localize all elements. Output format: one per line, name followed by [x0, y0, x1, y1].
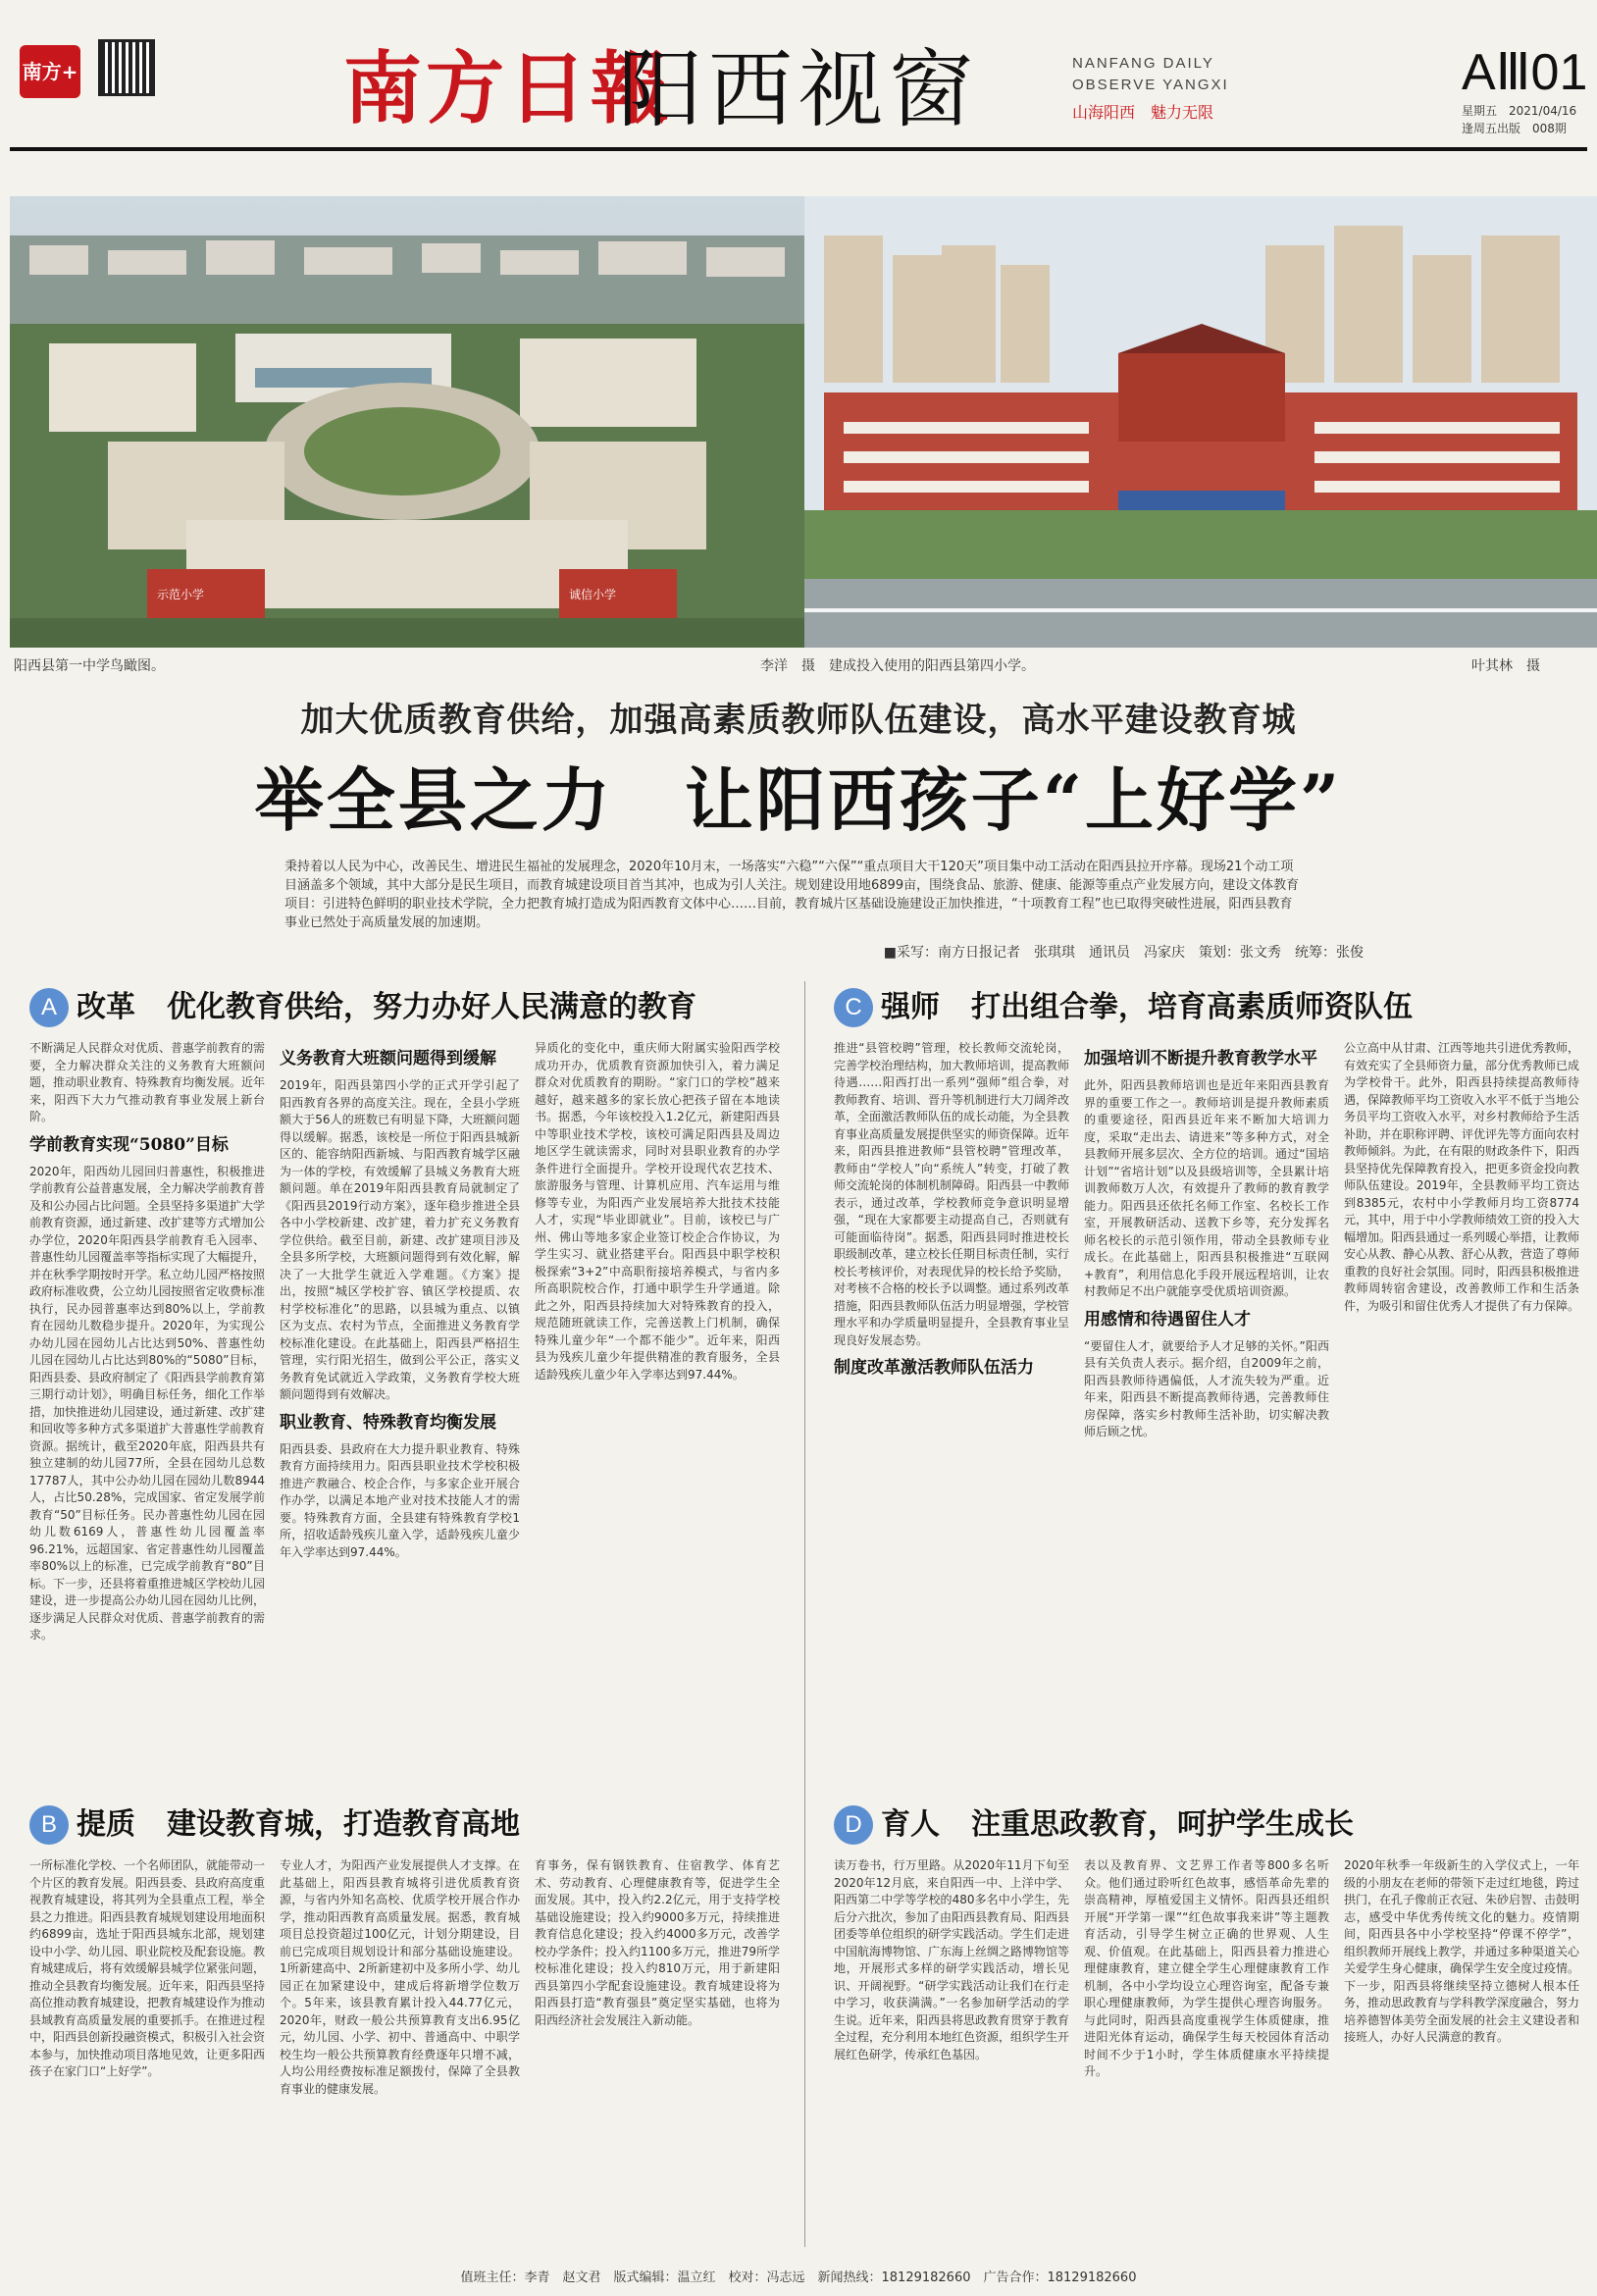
section-b-column-2 [280, 1857, 520, 2250]
section-a-column-1 [29, 1040, 265, 1786]
page-info [1462, 102, 1576, 137]
nanfang-plus-logo: 南方+ [20, 45, 80, 98]
paragraph: 推进“县管校聘”管理，校长教师交流轮岗，完善学校治理结构，加大教师培训，提高教师待遇……阳西打出一系列“强师”组合拳，对教师教育、培训、晋升等机制进行大刀阔斧改革，全面激活教师队伍的成长动能，为全县教育事业高质量发展提供坚实的师资保障。近年来，阳西县推进教师“县管校聘”管理改革，教师由“学校人”向“系统人”转变，打破了教师交流轮岗的体制机制障碍。阳西县一中教师表示，通过改革，学校教师竞争意识明显增强，“现在大家都要主动提高自己，否则就有可能面临待岗”。据悉，阳西县同时推进校长职级制改革，建立校长任期目标责任制，实行校长考核评价，对表现优异的校长给予奖励，对考核不合格的校长予以调整。通过系列改革措施，阳西县教师队伍活力明显增强，学校管理水平和办学质量明显提升，全县教育事业呈现良好发展态势。 [834, 1041, 1069, 1347]
section-d-header [834, 1801, 1579, 1852]
masthead-rule [10, 147, 1587, 151]
page-footer: 值班主任：李青 赵文君 版式编辑：温立红 校对：冯志远 新闻热线：18129182660 广告合作：18129182660 [460, 2270, 1137, 2285]
paragraph: 育事务，保有钢铁教育、住宿教学、体育艺术、劳动教育、心理健康教育等，促进学生全面发展。其中，投入约2.2亿元，用于支持学校基础设施建设；投入约9000多万元，持续推进教育信息化建设；投入约4000多万元，改善学校办学条件；投入约1100多万元，推进79所学校标准化建设；投入约810万元，用于新建阳西县第四小学配套设施建设。教育城建设将为阳西县打造“教育强县”奠定坚实基础，也将为阳西经济社会发展注入新动能。 [535, 1858, 780, 2027]
section-b-column-1 [29, 1857, 265, 2250]
section-b-tag: 提质 [77, 1807, 135, 1842]
section-d-tag: 育人 [881, 1807, 940, 1842]
paragraph: 2020年，阳西幼儿园回归普惠性，积极推进学前教育公益普惠发展，全力解决学前教育普及和公办园占比问题。全县坚持多渠道扩大学前教育资源，通过新建、改扩建等方式增加公办学位，2020年阳西县学前教育毛入园率、普惠性幼儿园覆盖率等指标实现了大幅提升，并在秋季学期按时开学。私立幼儿园严格按照政府标准收费，公立幼儿园按照省定收费标准执行，民办园普惠率达到80%以上，学前教育在园幼儿数稳步提升。2020年，为实现公办幼儿园在园幼儿占比达到50%、普惠性幼儿园在园幼儿占比达到80%的“5080”目标，阳西县委、县政府制定了《阳西县学前教育第三期行动计划》，明确目标任务，细化工作举措，加快推进幼儿园建设，通过新建、改扩建和回收等多种方式多渠道扩大普惠性学前教育资源。据统计，截至2020年底，阳西县共有独立建制的幼儿园77所，全县在园幼儿总数17787人，其中公办幼儿园在园幼儿数8944人，占比50.28%，完成国家、省定发展学前教育“50”目标任务。民办普惠性幼儿园在园幼儿数6169人，普惠性幼儿园覆盖率96.21%，远超国家、省定普惠性幼儿园覆盖率80%以上的标准，已完成学前教育“80”目标。下一步，还县将着重推进城区学校幼儿园建设，进一步提高公办幼儿园在园幼儿比例，逐步满足人民群众对优质、普惠学前教育的需求。 [29, 1164, 265, 1642]
lead-paragraph: 秉持着以人民为中心，改善民生、增进民生福祉的发展理念，2020年10月末，一场落实“六稳”“六保”“重点项目大干120天”项目集中动工活动在阳西县拉开序幕。现场21个动工项目涵盖多个领域，其中大部分是民生项目，而教育城建设项目首当其冲，也成为引人关注。规划建设用地6899亩，围绕食品、旅游、健康、能源等重点产业发展方向，建设文体教育项目：引进特色鲜明的职业技术学院，全力把教育城打造成为阳西教育文体中心……目前，教育城片区基础设施建设正加快推进，“十项教育工程”也已取得突破性进展，阳西县教育事业已然处于高质量发展的加速期。 [284, 860, 1300, 930]
paragraph: 表以及教育界、文艺界工作者等800多名听众。他们通过聆听红色故事，感悟革命先辈的崇高精神，厚植爱国主义情怀。阳西县还组织开展“开学第一课”“红色故事我来讲”等主题教育活动，引导学生树立正确的世界观、人生观、价值观。在此基础上，阳西县着力推进心理健康教育，建立健全学生心理健康教育工作机制，各中小学均设立心理咨询室，配备专兼职心理健康教师，为学生提供心理咨询服务。与此同时，阳西县高度重视学生体质健康，推进阳光体育运动，确保学生每天校园体育活动时间不少于1小时，学生体质健康水平持续提升。 [1084, 1858, 1329, 2078]
section-a-column-3 [535, 1040, 780, 1786]
section-d-column-2 [1084, 1857, 1329, 2250]
edition: 逢周五出版 008期 [1462, 122, 1567, 135]
paragraph: 阳西县委、县政府在大力提升职业教育、特殊教育方面持续用力。阳西县职业技术学校积极推进产教融合、校企合作，与多家企业开展合作办学，以满足本地产业对技术技能人才的需要。特殊教育方面，全县建有特殊教育学校1所，招收适龄残疾儿童入学，适龄残疾儿童少年入学率达到97.44%。 [280, 1441, 520, 1559]
section-c-title: 打出组合拳，培育高素质师资队伍 [971, 990, 1413, 1024]
section-c-badge: C [834, 988, 873, 1027]
section-c-column-2 [1084, 1040, 1329, 1786]
subhead-a2: 义务教育大班额问题得到缓解 [280, 1049, 496, 1069]
english-name-1: NANFANG DAILY [1072, 55, 1214, 72]
subhead-a3: 职业教育、特殊教育均衡发展 [280, 1412, 496, 1433]
paragraph: 此外，阳西县教师培训也是近年来阳西县教育界的重要工作之一。教师培训是提升教师素质的重要途径，阳西县近年来不断加大培训力度，采取“走出去、请进来”等多种方式，对全县教师开展多层次、全方位的培训。通过“国培计划”“省培计划”以及县级培训等，全县累计培训教师数万人次，有效提升了教师的教育教学能力。阳西县还依托名师工作室、名校长工作室，开展教研活动、送教下乡等，充分发挥名师名校长的示范引领作用，带动全县教师专业成长。在此基础上，阳西县积极推进“互联网+教育”，利用信息化手段开展远程培训，让农村教师足不出户就能享受优质培训资源。 [1084, 1078, 1329, 1298]
subhead-a1: 学前教育实现“5080”目标 [29, 1134, 229, 1155]
paragraph: “要留住人才，就要给予人才足够的关怀。”阳西县有关负责人表示。据介绍，自2009年之前，阳西县教师待遇偏低，人才流失较为严重。近年来，阳西县不断提高教师待遇，完善教师住房保障，落实乡村教师生活补助，切实解决教师后顾之忧。 [1084, 1338, 1329, 1438]
english-name-2: OBSERVE YANGXI [1072, 77, 1229, 93]
mid-photo-caption: 李洋 摄 建成投入使用的阳西县第四小学。 [760, 658, 1035, 674]
section-b-column-3 [535, 1857, 780, 2250]
section-c-column-3 [1344, 1040, 1579, 1786]
section-d-badge: D [834, 1805, 873, 1845]
weekday-date: 星期五 2021/04/16 [1462, 104, 1577, 118]
sub-headline: 加大优质教育供给，加强高素质教师队伍建设，高水平建设教育城 [300, 701, 1297, 740]
paragraph: 2020年秋季一年级新生的入学仪式上，一年级的小朋友在老师的带领下走过红地毯，跨过拱门，在孔子像前正衣冠、朱砂启智、击鼓明志，感受中华优秀传统文化的魅力。疫情期间，阳西县各中小学校坚持“停课不停学”，组织教师开展线上教学，并通过多种渠道关心关爱学生身心健康，确保学生安全度过疫情。下一步，阳西县将继续坚持立德树人根本任务，推动思政教育与学科教学深度融合，努力培养德智体美劳全面发展的社会主义建设者和接班人，办好人民满意的教育。 [1344, 1858, 1579, 2044]
paragraph: 异质化的变化中，重庆师大附属实验阳西学校成功开办，优质教育资源加快引入，着力满足群众对优质教育的期盼。“家门口的学校”越来越好，越来越多的家长放心把孩子留在本地读书。据悉，今年该校投入1.2亿元，新建阳西县中等职业技术学校，该校可满足阳西县及周边地区学生就读需求，同时对县职业教育的办学条件进行全面提升。学校开设现代农艺技术、旅游服务与管理、计算机应用、汽车运用与维修等专业，为阳西产业发展培养大批技术技能人才，实现“毕业即就业”。目前，该校已与广州、佛山等地多家企业签订校企合作协议，为学生实习、就业搭建平台。阳西县中职学校积极探索“3+2”中高职衔接培养模式，与省内多所高职院校合作，打通中职学生升学通道。除此之外，阳西县持续加大对特殊教育的投入，规范随班就读工作，完善送教上门机制，确保特殊儿童少年“一个都不能少”。近年来，阳西县为残疾儿童少年提供精准的教育服务，全县适龄残疾儿童少年入学率达到97.44%。 [535, 1041, 780, 1382]
section-name: 阳西视窗 [618, 41, 979, 139]
section-d-column-1 [834, 1857, 1069, 2250]
paragraph: 一所标准化学校、一个名师团队，就能带动一个片区的教育发展。阳西县委、县政府高度重视教育城建设，将其列为全县重点工程，举全县之力推进。阳西县教育城规划建设用地面积约6899亩，选址于阳西县城东北部，规划建设中小学、幼儿园、职业院校及配套设施。教育城建成后，将有效缓解县城学位紧张问题，推动全县教育均衡发展。近年来，阳西县坚持高位推动教育城建设，把教育城建设作为推动县域教育高质量发展的重要抓手。在推进过程中，阳西县创新投融资模式，积极引入社会资本参与，加快推动项目落地见效，让更多阳西孩子在家门口“上好学”。 [29, 1858, 265, 2078]
paragraph: 2019年，阳西县第四小学的正式开学引起了阳西教育各界的高度关注。现在，全县小学班额大于56人的班数已有明显下降，大班额问题得以缓解。据悉，该校是一所位于阳西县城新区的、能容纳阳西新城、与阳西教育城学区融为一体的学校，有效缓解了县城义务教育大班额问题。单在2019年阳西县教育局就制定了《阳西县2019行动方案》，逐年稳步推进全县各中小学校新建、改扩建，着力扩充义务教育学位供给。截至目前，新建、改扩建项目涉及全县多所学校，大班额问题得到有效化解，解决了一大批学生就近入学难题。《方案》提出，按照“城区学校扩容、镇区学校提质、农村学校标准化”的思路，以县城为重点、以镇区为支点、农村为节点，全面推进义务教育学校标准化建设。在此基础上，阳西县严格招生管理，实行阳光招生，做到公平公正，落实义务教育免试就近入学政策，义务教育学校大班额问题得到有效解决。 [280, 1078, 520, 1401]
page-number: AⅢ01 [1462, 44, 1588, 101]
right-photo-credit: 叶其林 摄 [1471, 658, 1540, 674]
section-d-column-3 [1344, 1857, 1579, 2250]
section-d-title: 注重思政教育，呵护学生成长 [971, 1807, 1354, 1842]
paragraph: 公立高中从甘肃、江西等地共引进优秀教师，有效充实了全县师资力量，部分优秀教师已成为学校骨干。此外，阳西县持续提高教师待遇，保障教师平均工资收入水平不低于当地公务员平均工资收入水平，对乡村教师给予生活补助，并在职称评聘、评优评先等方面向农村教师倾斜。为此，在有限的财政条件下，阳西县坚持优先保障教育投入，把更多资金投向教师队伍建设。2019年，全县教师平均工资达到8385元，农村中小学教师月均工资8774元，其中，用于中小学教师绩效工资的投入大幅增加。阳西县通过一系列暖心举措，让教师安心从教、静心从教、舒心从教，营造了尊师重教的良好社会氛围。同时，阳西县积极推进教师周转宿舍建设，改善教师工作和生活条件，为吸引和留住优秀人才提供了有力保障。 [1344, 1041, 1579, 1313]
section-a-title: 优化教育供给，努力办好人民满意的教育 [167, 990, 696, 1024]
sign-right: 诚信小学 [569, 588, 617, 601]
slogan: 山海阳西 魅力无限 [1072, 103, 1214, 122]
section-a-tag: 改革 [77, 990, 135, 1024]
section-c-tag: 强师 [881, 990, 940, 1024]
main-headline: 举全县之力 让阳西孩子“上好学” [254, 759, 1343, 841]
section-a-header [29, 984, 814, 1035]
qr-code-icon [98, 39, 155, 96]
section-b-badge: B [29, 1805, 69, 1845]
subhead-c2: 加强培训不断提升教育教学水平 [1084, 1049, 1317, 1069]
section-c-column-1 [834, 1040, 1069, 1786]
paragraph: 专业人才，为阳西产业发展提供人才支撑。在此基础上，阳西县教育城将引进优质教育资源，与省内外知名高校、优质学校开展合作办学，推动阳西教育高质量发展。据悉，教育城项目总投资超过100亿元，计划分期建设，目前已完成项目规划设计和部分基础设施建设。1所新建高中、2所新建初中及多所小学、幼儿园正在加紧建设中，建成后将新增学位数万个。5年来，该县教育累计投入44.77亿元，2020年，财政一般公共预算教育支出6.95亿元，幼儿园、小学、初中、普通高中、中职学校生均一般公共预算教育经费逐年只增不减，人均公用经费按标准足额拨付，保障了全县教育事业的健康发展。 [280, 1858, 520, 2096]
subhead-c3: 用感情和待遇留住人才 [1084, 1309, 1251, 1330]
paper-name: 南方日報 [343, 42, 673, 134]
photo-school-aerial [10, 196, 804, 648]
sign-left: 示范小学 [157, 588, 205, 601]
section-a-badge: A [29, 988, 69, 1027]
section-b-header [29, 1801, 795, 1852]
paragraph: 读万卷书，行万里路。从2020年11月下旬至2020年12月底，来自阳西一中、上洋中学、阳西第二中学等学校的480多名中小学生，先后分六批次，参加了由阳西县教育局、阳西县团委等单位组织的研学实践活动。学生们走进中国航海博物馆、广东海上丝绸之路博物馆等地，开展形式多样的研学实践活动，增长见识、开阔视野。“研学实践活动让我们在行走中学习，收获满满。”一名参加研学活动的学生说。近年来，阳西县将思政教育贯穿于教育全过程，充分利用本地红色资源，组织学生开展红色研学，传承红色基因。 [834, 1858, 1069, 2061]
section-a-column-2 [280, 1040, 520, 1786]
section-b-title: 建设教育城，打造教育高地 [167, 1807, 520, 1842]
paragraph: 不断满足人民群众对优质、普惠学前教育的需要，全力解决群众关注的义务教育大班额问题，推动职业教育、特殊教育均衡发展。近年来，阳西下大力气推动教育事业发展上新台阶。 [29, 1041, 265, 1123]
left-photo-caption: 阳西县第一中学鸟瞰图。 [14, 658, 165, 674]
center-divider [804, 981, 805, 2247]
section-c-header [834, 984, 1579, 1035]
byline: ■采写：南方日报记者 张琪琪 通讯员 冯家庆 策划：张文秀 统筹：张俊 [883, 945, 1364, 961]
photo-fourth-primary-school [804, 196, 1597, 648]
subhead-c1: 制度改革激活教师队伍活力 [834, 1358, 1034, 1378]
